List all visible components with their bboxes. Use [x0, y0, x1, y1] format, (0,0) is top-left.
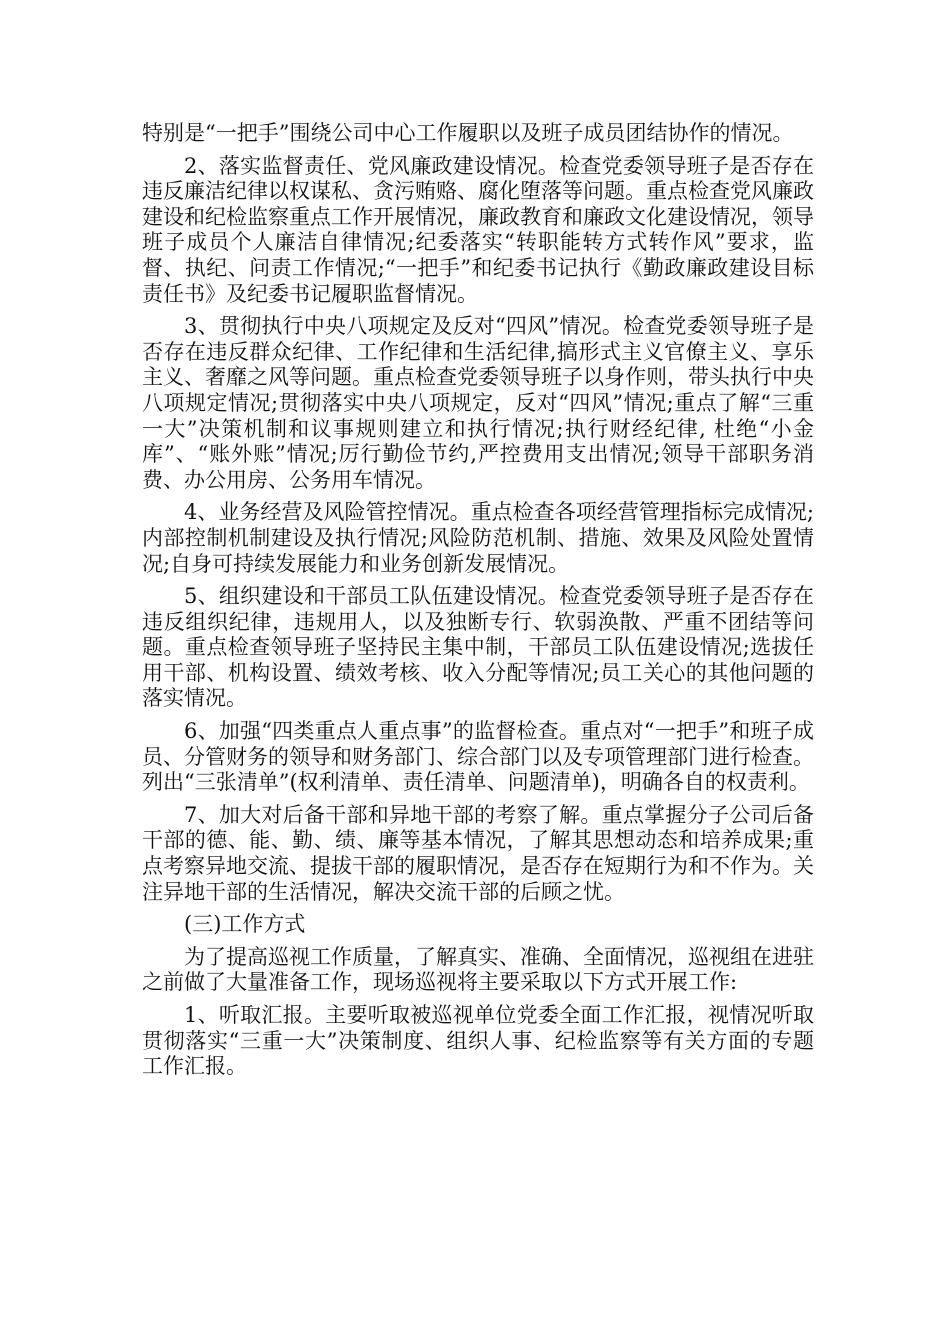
paragraph-item-3: 3、贯彻执行中央八项规定及反对“四风”情况。检查党委领导班子是否存在违反群众纪律、工作纪律和生活纪律,搞形式主义官僚主义、享乐主义、奢靡之风等问题。重点检查党委领导班子以身作则，带头执行中央八项规定情况;贯彻落实中央八项规定，反对“四风”情况;重点了解“三重一大”决策机制和议事规则建立和执行情况;执行财经纪律, 杜绝“小金库”、“账外账”情况;厉行勤俭节约,严控费用支出情况;领导干部职务消费、办公用房、公务用车情况。 [142, 314, 814, 492]
paragraph-continued: 特别是“一把手”围绕公司中心工作履职以及班子成员团结协作的情况。 [142, 121, 794, 145]
paragraph-method-1: 1、听取汇报。主要听取被巡视单位党委全面工作汇报，视情况听取贯彻落实“三重一大”决策制度、组织人事、纪检监察等有关方面的专题工作汇报。 [142, 1003, 814, 1079]
document-body [142, 121, 814, 1087]
paragraph-item-6: 6、加强“四类重点人重点事”的监督检查。重点对“一把手”和班子成员、分管财务的领导和财务部门、综合部门以及专项管理部门进行检查。列出“三张清单”(权利清单、责任清单、问题清单)，明确各自的权责利。 [142, 719, 814, 795]
paragraph-item-7: 7、加大对后备干部和异地干部的考察了解。重点掌握分子公司后备干部的德、能、勤、绩、廉等基本情况，了解其思想动态和培养成果;重点考察异地交流、提拔干部的履职情况，是否存在短期行为和不作为。关注异地干部的生活情况，解决交流干部的后顾之忧。 [142, 802, 814, 904]
paragraph-item-5: 5、组织建设和干部员工队伍建设情况。检查党委领导班子是否存在违反组织纪律，违规用人，以及独断专行、软弱涣散、严重不团结等问题。重点检查领导班子坚持民主集中制，干部员工队伍建设情况;选拔任用干部、机构设置、绩效考核、收入分配等情况;员工关心的其他问题的落实情况。 [142, 584, 814, 711]
section-heading-work-method: (三)工作方式 [184, 912, 306, 937]
paragraph-item-2: 2、落实监督责任、党风廉政建设情况。检查党委领导班子是否存在违反廉洁纪律以权谋私、贪污贿赂、腐化堕落等问题。重点检查党风廉政建设和纪检监察重点工作开展情况，廉政教育和廉政文化建设情况，领导班子成员个人廉洁自律情况;纪委落实“转职能转方式转作风”要求，监督、执纪、问责工作情况;“一把手”和纪委书记执行《勤政廉政建设目标责任书》及纪委书记履职监督情况。 [142, 153, 814, 306]
paragraph-item-4: 4、业务经营及风险管控情况。重点检查各项经营管理指标完成情况;内部控制机制建设及执行情况;风险防范机制、措施、效果及风险处置情况;自身可持续发展能力和业务创新发展情况。 [142, 500, 814, 576]
paragraph-intro: 为了提高巡视工作质量，了解真实、准确、全面情况，巡视组在进驻之前做了大量准备工作，现场巡视将主要采取以下方式开展工作: [142, 944, 814, 995]
